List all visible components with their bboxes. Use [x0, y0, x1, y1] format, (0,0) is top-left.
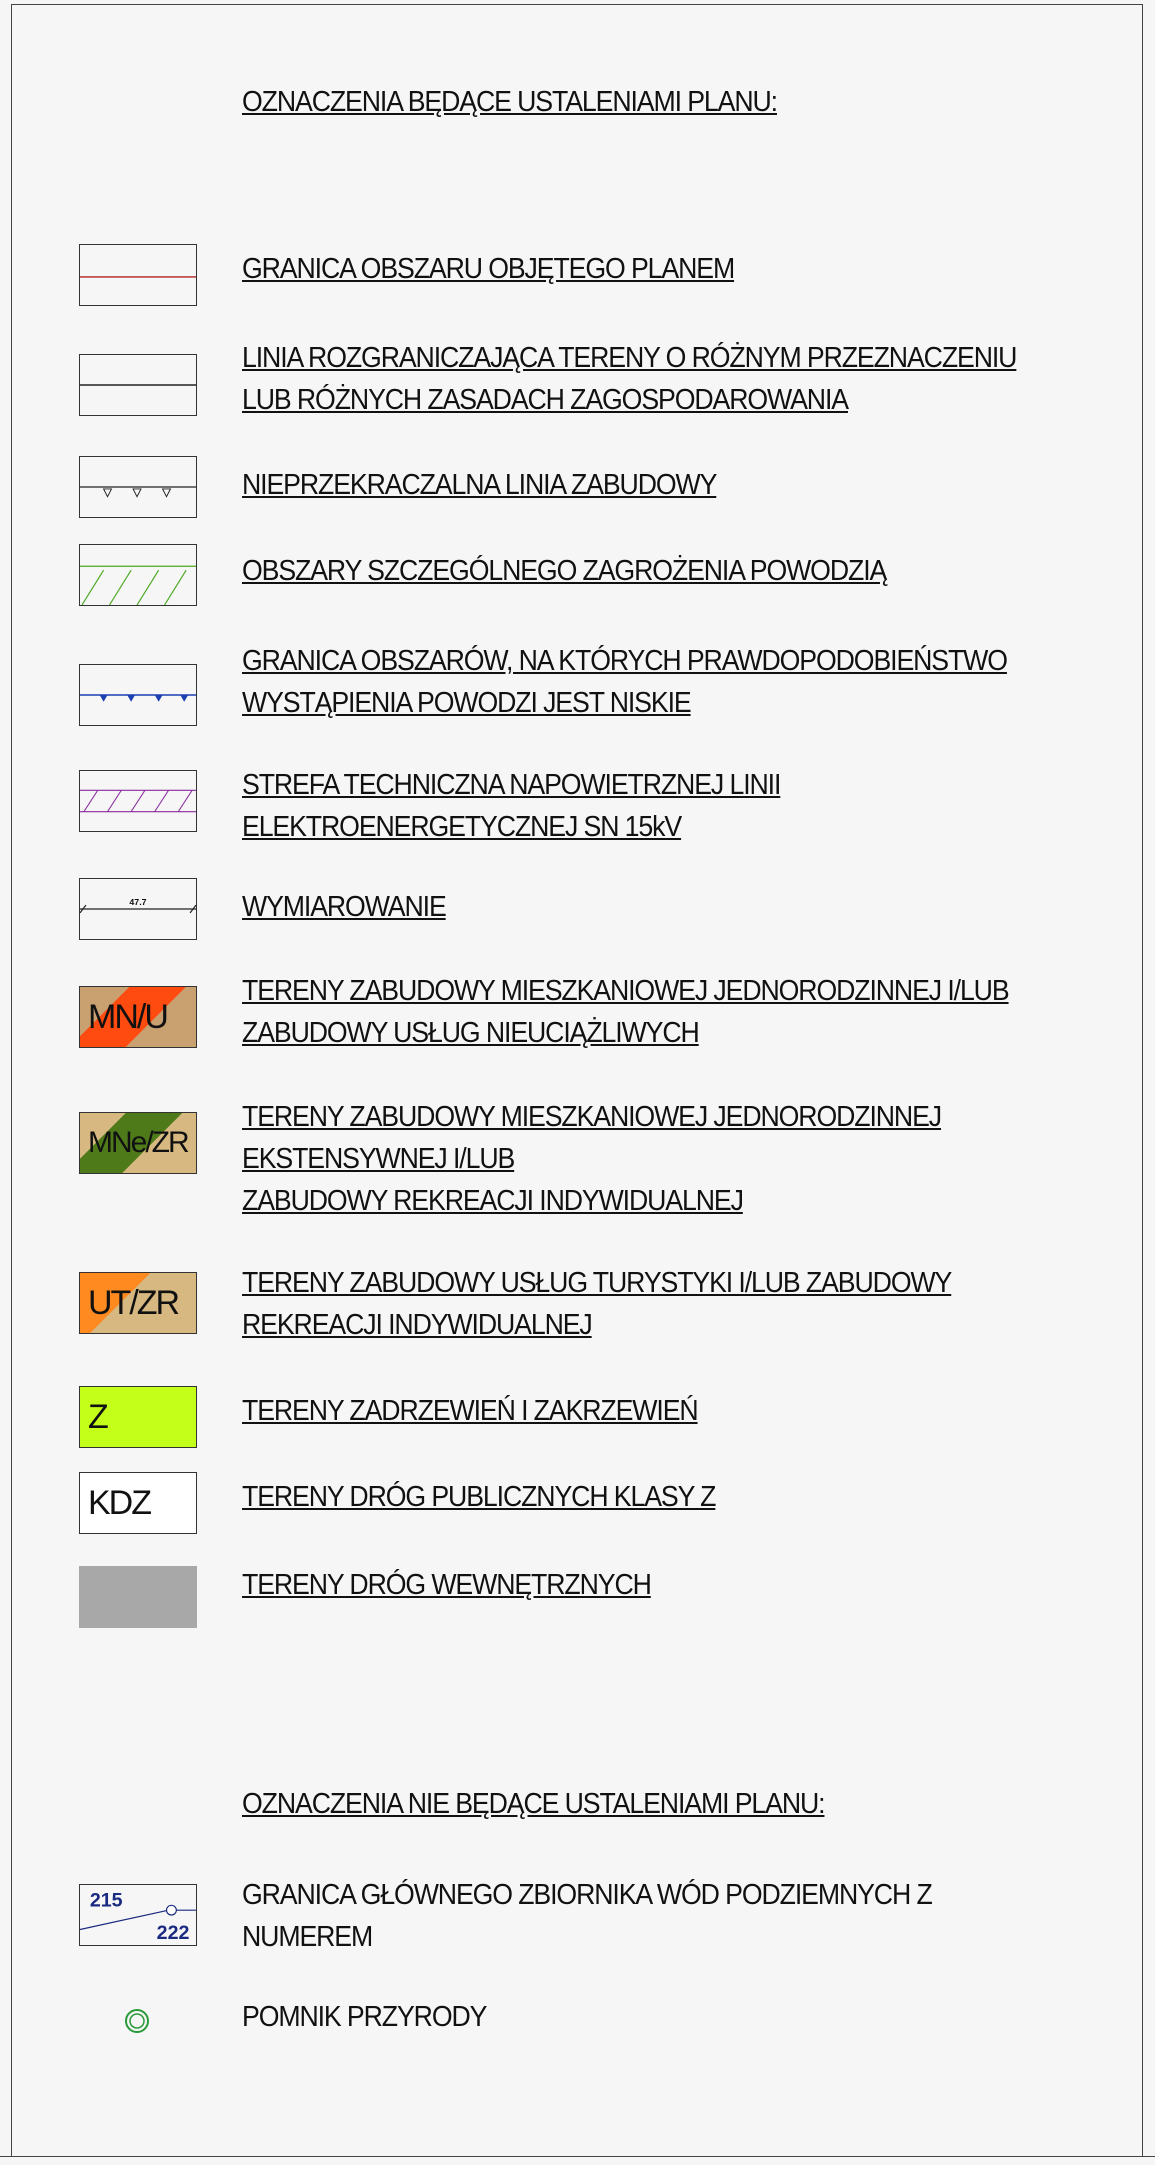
label-mne-zr: TERENY ZABUDOWY MIESZKANIOWEJ JEDNORODZINNEJ EKSTENSYWNEJ I/LUB ZABUDOWY REKREACJI INDYWIDUALNEJ	[242, 1101, 942, 1217]
label-flood-hazard: OBSZARY SZCZEGÓLNEGO ZAGROŻENIA POWODZIĄ	[242, 555, 887, 587]
natural-monument-icon	[124, 2008, 150, 2034]
symbol-low-flood-probability	[79, 664, 197, 726]
label-low-flood-probability: GRANICA OBSZARÓW, NA KTÓRYCH PRAWDOPODOBIEŃSTWO WYSTĄPIENIA POWODZI JEST NISKIE	[242, 645, 1007, 719]
symbol-flood-hazard	[79, 544, 197, 606]
code-z: Z	[88, 1397, 107, 1436]
symbol-z	[79, 1386, 197, 1448]
code-mne-zr: MNe/ZR	[88, 1126, 188, 1159]
legend-frame	[11, 4, 1143, 2156]
symbol-demarcation-line	[79, 354, 197, 416]
label-natural-monument: POMNIK PRZYRODY	[242, 2001, 487, 2033]
dimension-value: 47.7	[129, 897, 147, 908]
label-z: TERENY ZADRZEWIEŃ I ZAKRZEWIEŃ	[242, 1395, 698, 1427]
label-groundwater-reservoir: GRANICA GŁÓWNEGO ZBIORNIKA WÓD PODZIEMNYCH Z NUMEREM	[242, 1879, 932, 1953]
code-kdz: KDZ	[88, 1483, 150, 1522]
reservoir-number-a: 215	[89, 1889, 123, 1912]
symbol-plan-boundary	[79, 244, 197, 306]
symbol-mn-u	[79, 986, 197, 1048]
label-plan-boundary: GRANICA OBSZARU OBJĘTEGO PLANEM	[242, 253, 735, 285]
symbol-internal-roads	[79, 1566, 197, 1628]
symbol-building-line	[79, 456, 197, 518]
label-kdz: TERENY DRÓG PUBLICZNYCH KLASY Z	[242, 1481, 716, 1513]
symbol-dimension	[79, 878, 197, 940]
symbol-ut-zr	[79, 1272, 197, 1334]
legend-bottom-border	[0, 2156, 1155, 2157]
label-dimension: WYMIAROWANIE	[242, 891, 446, 923]
label-building-line: NIEPRZEKRACZALNA LINIA ZABUDOWY	[242, 469, 717, 501]
code-ut-zr: UT/ZR	[88, 1283, 179, 1322]
label-internal-roads: TERENY DRÓG WEWNĘTRZNYCH	[242, 1569, 651, 1601]
symbol-power-line-zone	[79, 770, 197, 832]
label-demarcation-line: LINIA ROZGRANICZAJĄCA TERENY O RÓŻNYM PRZEZNACZENIU LUB RÓŻNYCH ZASADACH ZAGOSPODAROWANIA	[242, 342, 1017, 416]
symbol-mne-zr	[79, 1112, 197, 1174]
label-power-line-zone: STREFA TECHNICZNA NAPOWIETRZNEJ LINII ELEKTROENERGETYCZNEJ SN 15kV	[242, 769, 781, 843]
label-ut-zr: TERENY ZABUDOWY USŁUG TURYSTYKI I/LUB ZABUDOWY REKREACJI INDYWIDUALNEJ	[242, 1267, 952, 1341]
symbol-kdz	[79, 1472, 197, 1534]
section-heading-plan-determinations: OZNACZENIA BĘDĄCE USTALENIAMI PLANU:	[242, 86, 777, 118]
code-mn-u: MN/U	[88, 997, 167, 1036]
section-heading-non-plan-determinations: OZNACZENIA NIE BĘDĄCE USTALENIAMI PLANU:	[242, 1788, 825, 1820]
symbol-groundwater-reservoir	[79, 1884, 197, 1946]
reservoir-number-b: 222	[156, 1922, 190, 1945]
label-mn-u: TERENY ZABUDOWY MIESZKANIOWEJ JEDNORODZINNEJ I/LUB ZABUDOWY USŁUG NIEUCIĄŻLIWYCH	[242, 975, 1009, 1049]
